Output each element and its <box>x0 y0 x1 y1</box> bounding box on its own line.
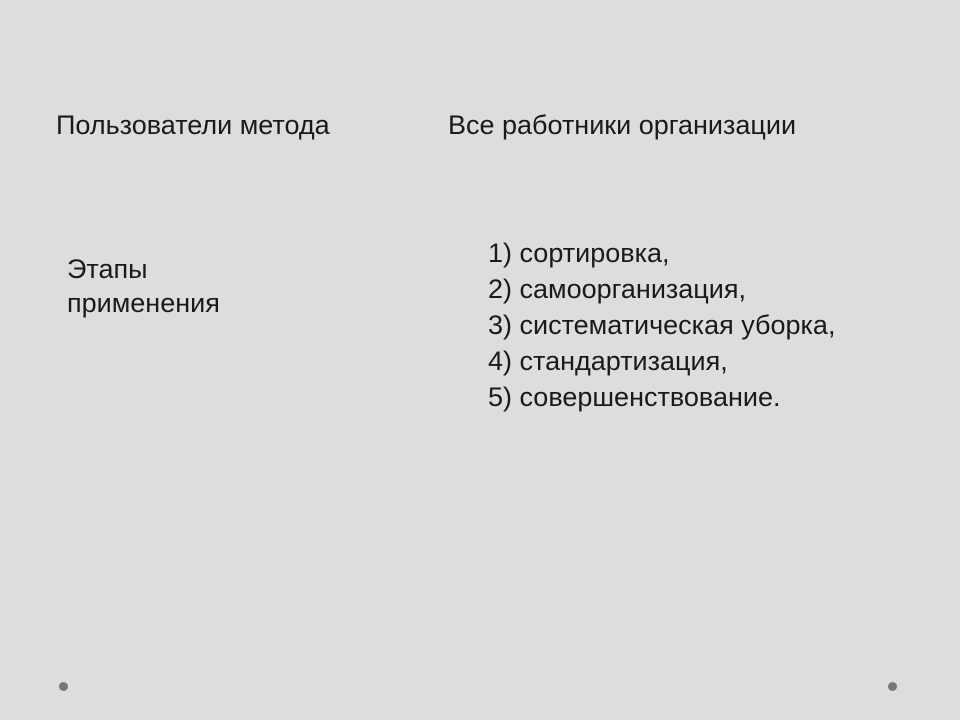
stages-label-line-2: применения <box>67 288 220 318</box>
stages-label-line-1: Этапы <box>67 254 148 284</box>
stage-item-5: 5) совершенствование. <box>488 382 781 412</box>
stages-list <box>488 235 835 415</box>
stage-item-4: 4) стандартизация, <box>488 346 728 376</box>
users-label: Пользователи метода <box>56 110 330 140</box>
stage-item-2: 2) самоорганизация, <box>488 274 746 304</box>
decorative-dot-right <box>888 682 897 691</box>
stages-label <box>67 252 267 320</box>
users-value: Все работники организации <box>448 110 797 140</box>
stage-item-3: 3) систематическая уборка, <box>488 310 836 340</box>
decorative-dot-left <box>59 682 68 691</box>
stage-item-1: 1) сортировка, <box>488 238 670 268</box>
